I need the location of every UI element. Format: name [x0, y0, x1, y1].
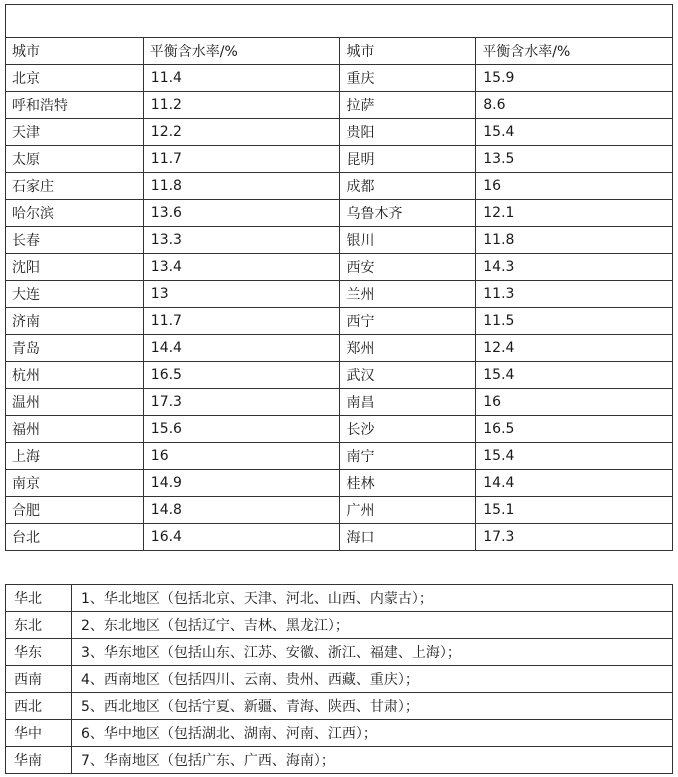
city-cell: 海口 — [340, 524, 476, 551]
table-row — [6, 65, 673, 92]
city-cell: 长沙 — [340, 416, 476, 443]
city-cell: 拉萨 — [340, 92, 476, 119]
region-name-cell: 华南 — [6, 747, 72, 774]
city-cell: 桂林 — [340, 470, 476, 497]
table-row — [6, 747, 673, 774]
moisture-value-cell: 13.4 — [143, 254, 340, 281]
table-row — [6, 335, 673, 362]
region-description-cell: 6、华中地区（包括湖北、湖南、河南、江西）； — [72, 720, 673, 747]
region-name-cell: 华中 — [6, 720, 72, 747]
moisture-value-cell: 15.6 — [143, 416, 340, 443]
moisture-value-cell: 15.1 — [476, 497, 673, 524]
city-cell: 广州 — [340, 497, 476, 524]
table-row — [6, 119, 673, 146]
moisture-value-cell: 17.3 — [476, 524, 673, 551]
moisture-value-cell: 14.4 — [143, 335, 340, 362]
city-cell: 西安 — [340, 254, 476, 281]
city-cell: 太原 — [6, 146, 144, 173]
moisture-value-cell: 17.3 — [143, 389, 340, 416]
moisture-value-cell: 12.1 — [476, 200, 673, 227]
city-cell: 上海 — [6, 443, 144, 470]
moisture-value-cell: 14.3 — [476, 254, 673, 281]
moisture-value-cell: 11.7 — [143, 308, 340, 335]
region-name-cell: 东北 — [6, 612, 72, 639]
region-name-cell: 西南 — [6, 666, 72, 693]
city-cell: 温州 — [6, 389, 144, 416]
moisture-value-cell: 16.5 — [143, 362, 340, 389]
region-name-cell: 西北 — [6, 693, 72, 720]
table-row — [6, 443, 673, 470]
moisture-value-cell: 11.7 — [143, 146, 340, 173]
city-cell: 重庆 — [340, 65, 476, 92]
moisture-value-cell: 11.4 — [143, 65, 340, 92]
moisture-value-cell: 13 — [143, 281, 340, 308]
region-description-cell: 3、华东地区（包括山东、江苏、安徽、浙江、福建、上海）； — [72, 639, 673, 666]
moisture-value-cell: 16.4 — [143, 524, 340, 551]
city-cell: 呼和浩特 — [6, 92, 144, 119]
moisture-value-cell: 16.5 — [476, 416, 673, 443]
moisture-content-table — [5, 4, 673, 551]
table-row — [6, 200, 673, 227]
city-cell: 长春 — [6, 227, 144, 254]
city-cell: 南昌 — [340, 389, 476, 416]
header-moisture-1: 平衡含水率/% — [143, 38, 340, 65]
region-description-cell: 7、华南地区（包括广东、广西、海南）； — [72, 747, 673, 774]
moisture-value-cell: 12.4 — [476, 335, 673, 362]
table-row — [6, 389, 673, 416]
table-row — [6, 281, 673, 308]
city-cell: 沈阳 — [6, 254, 144, 281]
moisture-value-cell: 11.8 — [143, 173, 340, 200]
moisture-value-cell: 11.5 — [476, 308, 673, 335]
moisture-value-cell: 16 — [143, 443, 340, 470]
region-description-cell: 4、西南地区（包括四川、云南、贵州、西藏、重庆）； — [72, 666, 673, 693]
moisture-value-cell: 15.4 — [476, 119, 673, 146]
header-moisture-2: 平衡含水率/% — [476, 38, 673, 65]
moisture-value-cell: 11.8 — [476, 227, 673, 254]
moisture-value-cell: 11.3 — [476, 281, 673, 308]
moisture-value-cell: 14.9 — [143, 470, 340, 497]
region-definition-table — [5, 584, 673, 774]
city-cell: 昆明 — [340, 146, 476, 173]
city-cell: 台北 — [6, 524, 144, 551]
moisture-value-cell: 16 — [476, 389, 673, 416]
city-cell: 郑州 — [340, 335, 476, 362]
city-cell: 石家庄 — [6, 173, 144, 200]
table-row — [6, 639, 673, 666]
moisture-value-cell: 14.8 — [143, 497, 340, 524]
table-row — [6, 693, 673, 720]
table-row — [6, 92, 673, 119]
moisture-value-cell: 16 — [476, 173, 673, 200]
table-title-row — [6, 5, 673, 38]
table-row — [6, 146, 673, 173]
table-row — [6, 524, 673, 551]
city-cell: 贵阳 — [340, 119, 476, 146]
moisture-value-cell: 11.2 — [143, 92, 340, 119]
moisture-value-cell: 15.4 — [476, 443, 673, 470]
table-row — [6, 227, 673, 254]
header-city-1: 城市 — [6, 38, 144, 65]
moisture-value-cell: 8.6 — [476, 92, 673, 119]
table-row — [6, 497, 673, 524]
table-row — [6, 173, 673, 200]
moisture-value-cell: 13.6 — [143, 200, 340, 227]
table-row — [6, 585, 673, 612]
city-cell: 南宁 — [340, 443, 476, 470]
city-cell: 兰州 — [340, 281, 476, 308]
moisture-value-cell: 15.9 — [476, 65, 673, 92]
city-cell: 成都 — [340, 173, 476, 200]
city-cell: 青岛 — [6, 335, 144, 362]
moisture-value-cell: 12.2 — [143, 119, 340, 146]
header-city-2: 城市 — [340, 38, 476, 65]
city-cell: 福州 — [6, 416, 144, 443]
city-cell: 北京 — [6, 65, 144, 92]
region-description-cell: 5、西北地区（包括宁夏、新疆、青海、陕西、甘肃）； — [72, 693, 673, 720]
moisture-value-cell: 13.3 — [143, 227, 340, 254]
moisture-value-cell: 14.4 — [476, 470, 673, 497]
city-cell: 南京 — [6, 470, 144, 497]
table-row — [6, 416, 673, 443]
table-header-row — [6, 38, 673, 65]
city-cell: 大连 — [6, 281, 144, 308]
city-cell: 西宁 — [340, 308, 476, 335]
region-name-cell: 华北 — [6, 585, 72, 612]
moisture-value-cell: 15.4 — [476, 362, 673, 389]
region-description-cell: 2、东北地区（包括辽宁、吉林、黑龙江）； — [72, 612, 673, 639]
table-row — [6, 666, 673, 693]
city-cell: 银川 — [340, 227, 476, 254]
moisture-value-cell: 13.5 — [476, 146, 673, 173]
region-name-cell: 华东 — [6, 639, 72, 666]
city-cell: 哈尔滨 — [6, 200, 144, 227]
city-cell: 杭州 — [6, 362, 144, 389]
empty-title-cell — [6, 5, 673, 38]
city-cell: 天津 — [6, 119, 144, 146]
city-cell: 乌鲁木齐 — [340, 200, 476, 227]
table-row — [6, 470, 673, 497]
region-description-cell: 1、华北地区（包括北京、天津、河北、山西、内蒙古）； — [72, 585, 673, 612]
table-row — [6, 254, 673, 281]
table-row — [6, 720, 673, 747]
city-cell: 济南 — [6, 308, 144, 335]
city-cell: 武汉 — [340, 362, 476, 389]
table-row — [6, 308, 673, 335]
city-cell: 合肥 — [6, 497, 144, 524]
table-row — [6, 612, 673, 639]
table-row — [6, 362, 673, 389]
